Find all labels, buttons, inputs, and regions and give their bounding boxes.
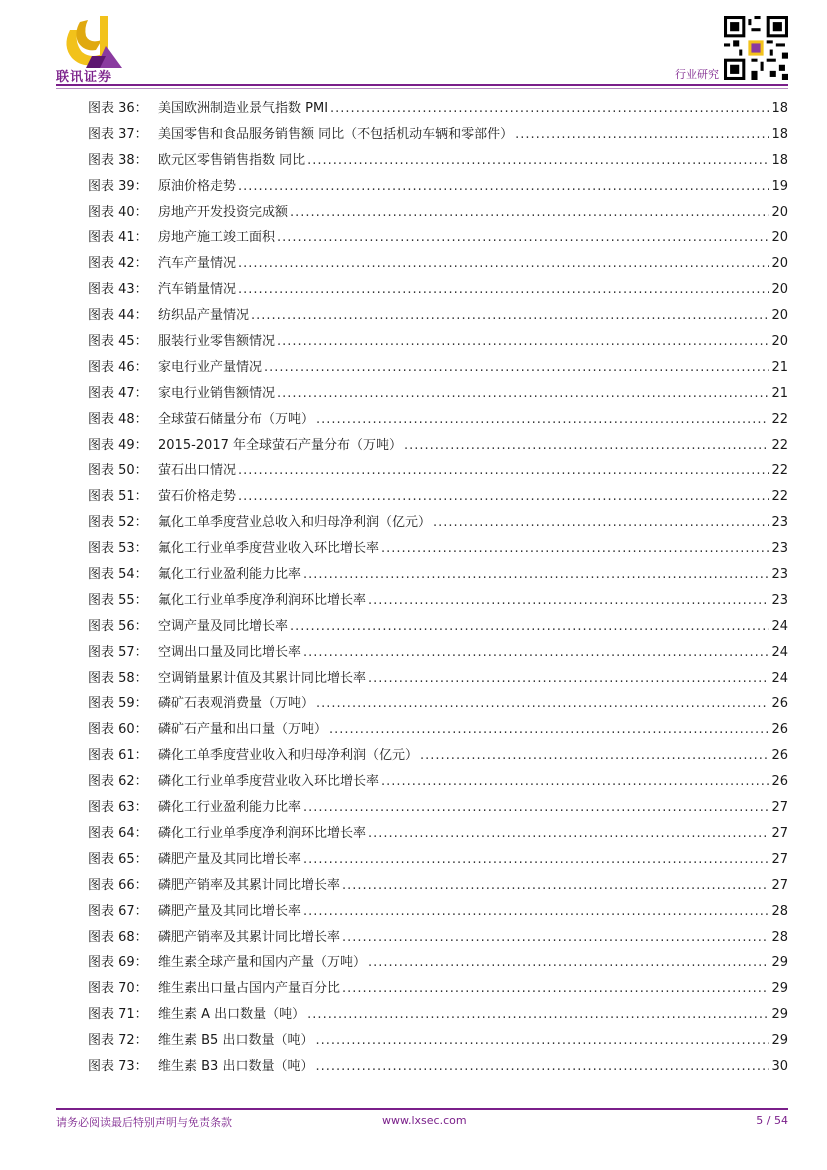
figure-page-number: 20 bbox=[771, 308, 788, 324]
figure-number: 图表 55： bbox=[88, 592, 148, 608]
toc-entry[interactable] bbox=[88, 381, 788, 407]
figure-title: 家电行业销售额情况 bbox=[158, 385, 276, 401]
toc-entry[interactable] bbox=[88, 588, 788, 614]
toc-entry[interactable] bbox=[88, 1028, 788, 1054]
report-category: 行业研究 bbox=[675, 68, 719, 81]
figure-number: 图表 40： bbox=[88, 204, 148, 220]
toc-entry[interactable] bbox=[88, 96, 788, 122]
page-number: 5 / 54 bbox=[756, 1114, 788, 1127]
figure-number: 图表 36： bbox=[88, 101, 148, 116]
dot-leader bbox=[303, 795, 769, 821]
dot-leader bbox=[264, 355, 769, 381]
figure-title: 萤石出口情况 bbox=[158, 463, 237, 479]
figure-page-number: 20 bbox=[771, 334, 788, 350]
figure-number: 图表 47： bbox=[88, 385, 148, 401]
dot-leader bbox=[315, 1028, 769, 1054]
toc-entry[interactable] bbox=[88, 174, 788, 200]
figure-page-number: 29 bbox=[771, 1007, 788, 1023]
toc-entry[interactable] bbox=[88, 769, 788, 795]
figure-title: 空调出口量及同比增长率 bbox=[158, 644, 302, 660]
toc-entry[interactable] bbox=[88, 795, 788, 821]
figure-title: 美国欧洲制造业景气指数 PMI bbox=[158, 101, 329, 116]
toc-entry[interactable] bbox=[88, 355, 788, 381]
figure-number: 图表 58： bbox=[88, 670, 148, 686]
figure-title: 磷化工行业单季度营业收入环比增长率 bbox=[158, 774, 380, 790]
figure-page-number: 22 bbox=[771, 463, 788, 479]
figure-title: 氟化工行业单季度净利润环比增长率 bbox=[158, 592, 367, 608]
dot-leader bbox=[290, 614, 769, 640]
figure-number: 图表 57： bbox=[88, 644, 148, 660]
toc-entry[interactable] bbox=[88, 536, 788, 562]
figure-number: 图表 42： bbox=[88, 256, 148, 272]
dot-leader bbox=[342, 976, 769, 1002]
figure-title: 磷肥产销率及其累计同比增长率 bbox=[158, 877, 341, 893]
figure-page-number: 21 bbox=[771, 359, 788, 375]
figure-page-number: 28 bbox=[771, 929, 788, 945]
figure-page-number: 20 bbox=[771, 282, 788, 298]
figure-number: 图表 51： bbox=[88, 489, 148, 505]
figure-number: 图表 66： bbox=[88, 877, 148, 893]
figure-number: 图表 73： bbox=[88, 1058, 148, 1074]
figure-page-number: 23 bbox=[771, 567, 788, 583]
figure-title: 全球萤石储量分布（万吨） bbox=[158, 411, 315, 427]
dot-leader bbox=[316, 691, 769, 717]
figure-number: 图表 67： bbox=[88, 903, 148, 919]
header-divider bbox=[56, 84, 788, 86]
figure-number: 图表 69： bbox=[88, 955, 148, 971]
figure-page-number: 24 bbox=[771, 618, 788, 634]
figure-page-number: 26 bbox=[771, 748, 788, 764]
figure-number: 图表 71： bbox=[88, 1007, 148, 1023]
dot-leader bbox=[307, 148, 769, 174]
figure-number: 图表 45： bbox=[88, 334, 148, 350]
figure-page-number: 24 bbox=[771, 670, 788, 686]
figure-number: 图表 54： bbox=[88, 567, 148, 583]
figure-page-number: 27 bbox=[771, 800, 788, 816]
dot-leader bbox=[238, 251, 769, 277]
figure-number: 图表 68： bbox=[88, 929, 148, 945]
figure-page-number: 21 bbox=[771, 385, 788, 401]
dot-leader bbox=[303, 562, 769, 588]
figure-number: 图表 38： bbox=[88, 152, 148, 168]
figure-page-number: 22 bbox=[771, 437, 788, 453]
figure-title: 纺织品产量情况 bbox=[158, 308, 250, 324]
figure-page-number: 29 bbox=[771, 1033, 788, 1049]
figure-page-number: 18 bbox=[771, 126, 788, 142]
toc-entry[interactable] bbox=[88, 407, 788, 433]
dot-leader bbox=[368, 821, 769, 847]
figure-number: 图表 60： bbox=[88, 722, 148, 738]
figure-title: 磷矿石产量和出口量（万吨） bbox=[158, 722, 328, 738]
figure-number: 图表 53： bbox=[88, 541, 148, 557]
dot-leader bbox=[329, 717, 769, 743]
figure-title: 家电行业产量情况 bbox=[158, 359, 263, 375]
figure-number: 图表 56： bbox=[88, 618, 148, 634]
toc-entry[interactable] bbox=[88, 484, 788, 510]
figure-page-number: 30 bbox=[771, 1058, 788, 1074]
dot-leader bbox=[342, 925, 769, 951]
figure-page-number: 22 bbox=[771, 489, 788, 505]
figure-title: 维生素 A 出口数量（吨） bbox=[158, 1007, 306, 1023]
figure-number: 图表 49： bbox=[88, 437, 148, 453]
figure-page-number: 28 bbox=[771, 903, 788, 919]
dot-leader bbox=[420, 743, 769, 769]
figure-page-number: 29 bbox=[771, 955, 788, 971]
page-header bbox=[0, 0, 827, 96]
toc-entry[interactable] bbox=[88, 277, 788, 303]
figure-number: 图表 46： bbox=[88, 359, 148, 375]
figure-page-number: 27 bbox=[771, 851, 788, 867]
website-link[interactable]: www.lxsec.com bbox=[382, 1114, 467, 1127]
dot-leader bbox=[368, 666, 769, 692]
figure-title: 磷化工单季度营业收入和归母净利润（亿元） bbox=[158, 748, 419, 764]
figure-number: 图表 50： bbox=[88, 463, 148, 479]
figure-page-number: 24 bbox=[771, 644, 788, 660]
toc-entry[interactable] bbox=[88, 614, 788, 640]
figure-number: 图表 37： bbox=[88, 126, 148, 142]
figure-number: 图表 61： bbox=[88, 748, 148, 764]
toc-entry[interactable] bbox=[88, 433, 788, 459]
figure-title: 氟化工行业盈利能力比率 bbox=[158, 567, 302, 583]
figure-page-number: 18 bbox=[771, 101, 788, 116]
toc-entry[interactable] bbox=[88, 640, 788, 666]
toc-entry[interactable] bbox=[88, 303, 788, 329]
dot-leader bbox=[368, 588, 769, 614]
dot-leader bbox=[381, 769, 769, 795]
figure-title: 服装行业零售额情况 bbox=[158, 334, 276, 350]
dot-leader bbox=[238, 277, 769, 303]
figure-page-number: 27 bbox=[771, 825, 788, 841]
figure-number: 图表 65： bbox=[88, 851, 148, 867]
figure-page-number: 26 bbox=[771, 696, 788, 712]
figure-title: 维生素出口量占国内产量百分比 bbox=[158, 981, 341, 997]
toc-entry[interactable] bbox=[88, 1054, 788, 1080]
figure-title: 磷肥产量及其同比增长率 bbox=[158, 851, 302, 867]
figure-title: 2015-2017 年全球萤石产量分布（万吨） bbox=[158, 437, 402, 453]
figure-title: 维生素 B5 出口数量（吨） bbox=[158, 1033, 314, 1049]
figure-title: 磷化工行业单季度净利润环比增长率 bbox=[158, 825, 367, 841]
dot-leader bbox=[238, 484, 769, 510]
figure-page-number: 27 bbox=[771, 877, 788, 893]
figure-page-number: 20 bbox=[771, 230, 788, 246]
figure-title: 房地产开发投资完成额 bbox=[158, 204, 289, 220]
figure-title: 维生素全球产量和国内产量（万吨） bbox=[158, 955, 367, 971]
figure-title: 房地产施工竣工面积 bbox=[158, 230, 276, 246]
dot-leader bbox=[238, 458, 769, 484]
dot-leader bbox=[277, 381, 769, 407]
dot-leader bbox=[307, 1002, 769, 1028]
figure-number: 图表 39： bbox=[88, 178, 148, 194]
figure-number: 图表 52： bbox=[88, 515, 148, 531]
figure-number: 图表 70： bbox=[88, 981, 148, 997]
toc-entry[interactable] bbox=[88, 148, 788, 174]
figure-title: 原油价格走势 bbox=[158, 178, 237, 194]
figure-title: 汽车销量情况 bbox=[158, 282, 237, 298]
figure-number: 图表 63： bbox=[88, 800, 148, 816]
dot-leader bbox=[303, 847, 769, 873]
header-divider-thin bbox=[56, 88, 788, 89]
figure-page-number: 18 bbox=[771, 152, 788, 168]
dot-leader bbox=[277, 225, 769, 251]
figure-page-number: 23 bbox=[771, 592, 788, 608]
figure-page-number: 19 bbox=[771, 178, 788, 194]
toc-entry[interactable] bbox=[88, 1002, 788, 1028]
dot-leader bbox=[433, 510, 769, 536]
figure-number: 图表 72： bbox=[88, 1033, 148, 1049]
toc-entry[interactable] bbox=[88, 847, 788, 873]
dot-leader bbox=[316, 407, 769, 433]
figure-title: 磷矿石表观消费量（万吨） bbox=[158, 696, 315, 712]
dot-leader bbox=[404, 433, 769, 459]
toc-entry[interactable] bbox=[88, 925, 788, 951]
figure-title: 欧元区零售销售指数 同比 bbox=[158, 152, 306, 168]
dot-leader bbox=[330, 96, 769, 122]
figure-number: 图表 41： bbox=[88, 230, 148, 246]
dot-leader bbox=[251, 303, 769, 329]
figure-title: 磷肥产销率及其累计同比增长率 bbox=[158, 929, 341, 945]
figure-page-number: 23 bbox=[771, 541, 788, 557]
dot-leader bbox=[368, 950, 769, 976]
dot-leader bbox=[303, 640, 769, 666]
figure-page-number: 20 bbox=[771, 204, 788, 220]
qr-code-icon bbox=[724, 16, 788, 80]
toc-entry[interactable] bbox=[88, 743, 788, 769]
disclaimer-note: 请务必阅读最后特别声明与免责条款 bbox=[56, 1116, 232, 1129]
toc-entry[interactable] bbox=[88, 666, 788, 692]
toc-entry[interactable] bbox=[88, 329, 788, 355]
figure-index bbox=[88, 96, 788, 1080]
toc-entry[interactable] bbox=[88, 950, 788, 976]
figure-page-number: 22 bbox=[771, 411, 788, 427]
toc-entry[interactable] bbox=[88, 200, 788, 226]
toc-entry[interactable] bbox=[88, 976, 788, 1002]
toc-entry[interactable] bbox=[88, 717, 788, 743]
footer-divider bbox=[56, 1108, 788, 1110]
figure-title: 汽车产量情况 bbox=[158, 256, 237, 272]
toc-entry[interactable] bbox=[88, 873, 788, 899]
figure-number: 图表 59： bbox=[88, 696, 148, 712]
dot-leader bbox=[303, 899, 769, 925]
figure-number: 图表 43： bbox=[88, 282, 148, 298]
figure-page-number: 26 bbox=[771, 722, 788, 738]
figure-title: 美国零售和食品服务销售额 同比（不包括机动车辆和零部件） bbox=[158, 126, 514, 142]
figure-title: 氟化工行业单季度营业收入环比增长率 bbox=[158, 541, 380, 557]
figure-page-number: 23 bbox=[771, 515, 788, 531]
dot-leader bbox=[381, 536, 769, 562]
toc-entry[interactable] bbox=[88, 510, 788, 536]
toc-entry[interactable] bbox=[88, 562, 788, 588]
toc-entry[interactable] bbox=[88, 691, 788, 717]
figure-page-number: 20 bbox=[771, 256, 788, 272]
figure-title: 氟化工单季度营业总收入和归母净利润（亿元） bbox=[158, 515, 432, 531]
figure-title: 空调产量及同比增长率 bbox=[158, 618, 289, 634]
figure-title: 磷肥产量及其同比增长率 bbox=[158, 903, 302, 919]
figure-title: 磷化工行业盈利能力比率 bbox=[158, 800, 302, 816]
dot-leader bbox=[515, 122, 769, 148]
dot-leader bbox=[238, 174, 769, 200]
figure-number: 图表 48： bbox=[88, 411, 148, 427]
figure-title: 空调销量累计值及其累计同比增长率 bbox=[158, 670, 367, 686]
toc-entry[interactable] bbox=[88, 251, 788, 277]
toc-entry[interactable] bbox=[88, 899, 788, 925]
figure-number: 图表 44： bbox=[88, 308, 148, 324]
toc-entry[interactable] bbox=[88, 225, 788, 251]
dot-leader bbox=[342, 873, 769, 899]
dot-leader bbox=[290, 200, 769, 226]
toc-entry[interactable] bbox=[88, 821, 788, 847]
logo-text: 联讯证券 bbox=[56, 70, 113, 85]
figure-page-number: 26 bbox=[771, 774, 788, 790]
toc-entry[interactable] bbox=[88, 458, 788, 484]
toc-entry[interactable] bbox=[88, 122, 788, 148]
figure-number: 图表 64： bbox=[88, 825, 148, 841]
dot-leader bbox=[277, 329, 769, 355]
figure-title: 萤石价格走势 bbox=[158, 489, 237, 505]
figure-number: 图表 62： bbox=[88, 774, 148, 790]
figure-title: 维生素 B3 出口数量（吨） bbox=[158, 1058, 314, 1074]
dot-leader bbox=[315, 1054, 769, 1080]
figure-page-number: 29 bbox=[771, 981, 788, 997]
